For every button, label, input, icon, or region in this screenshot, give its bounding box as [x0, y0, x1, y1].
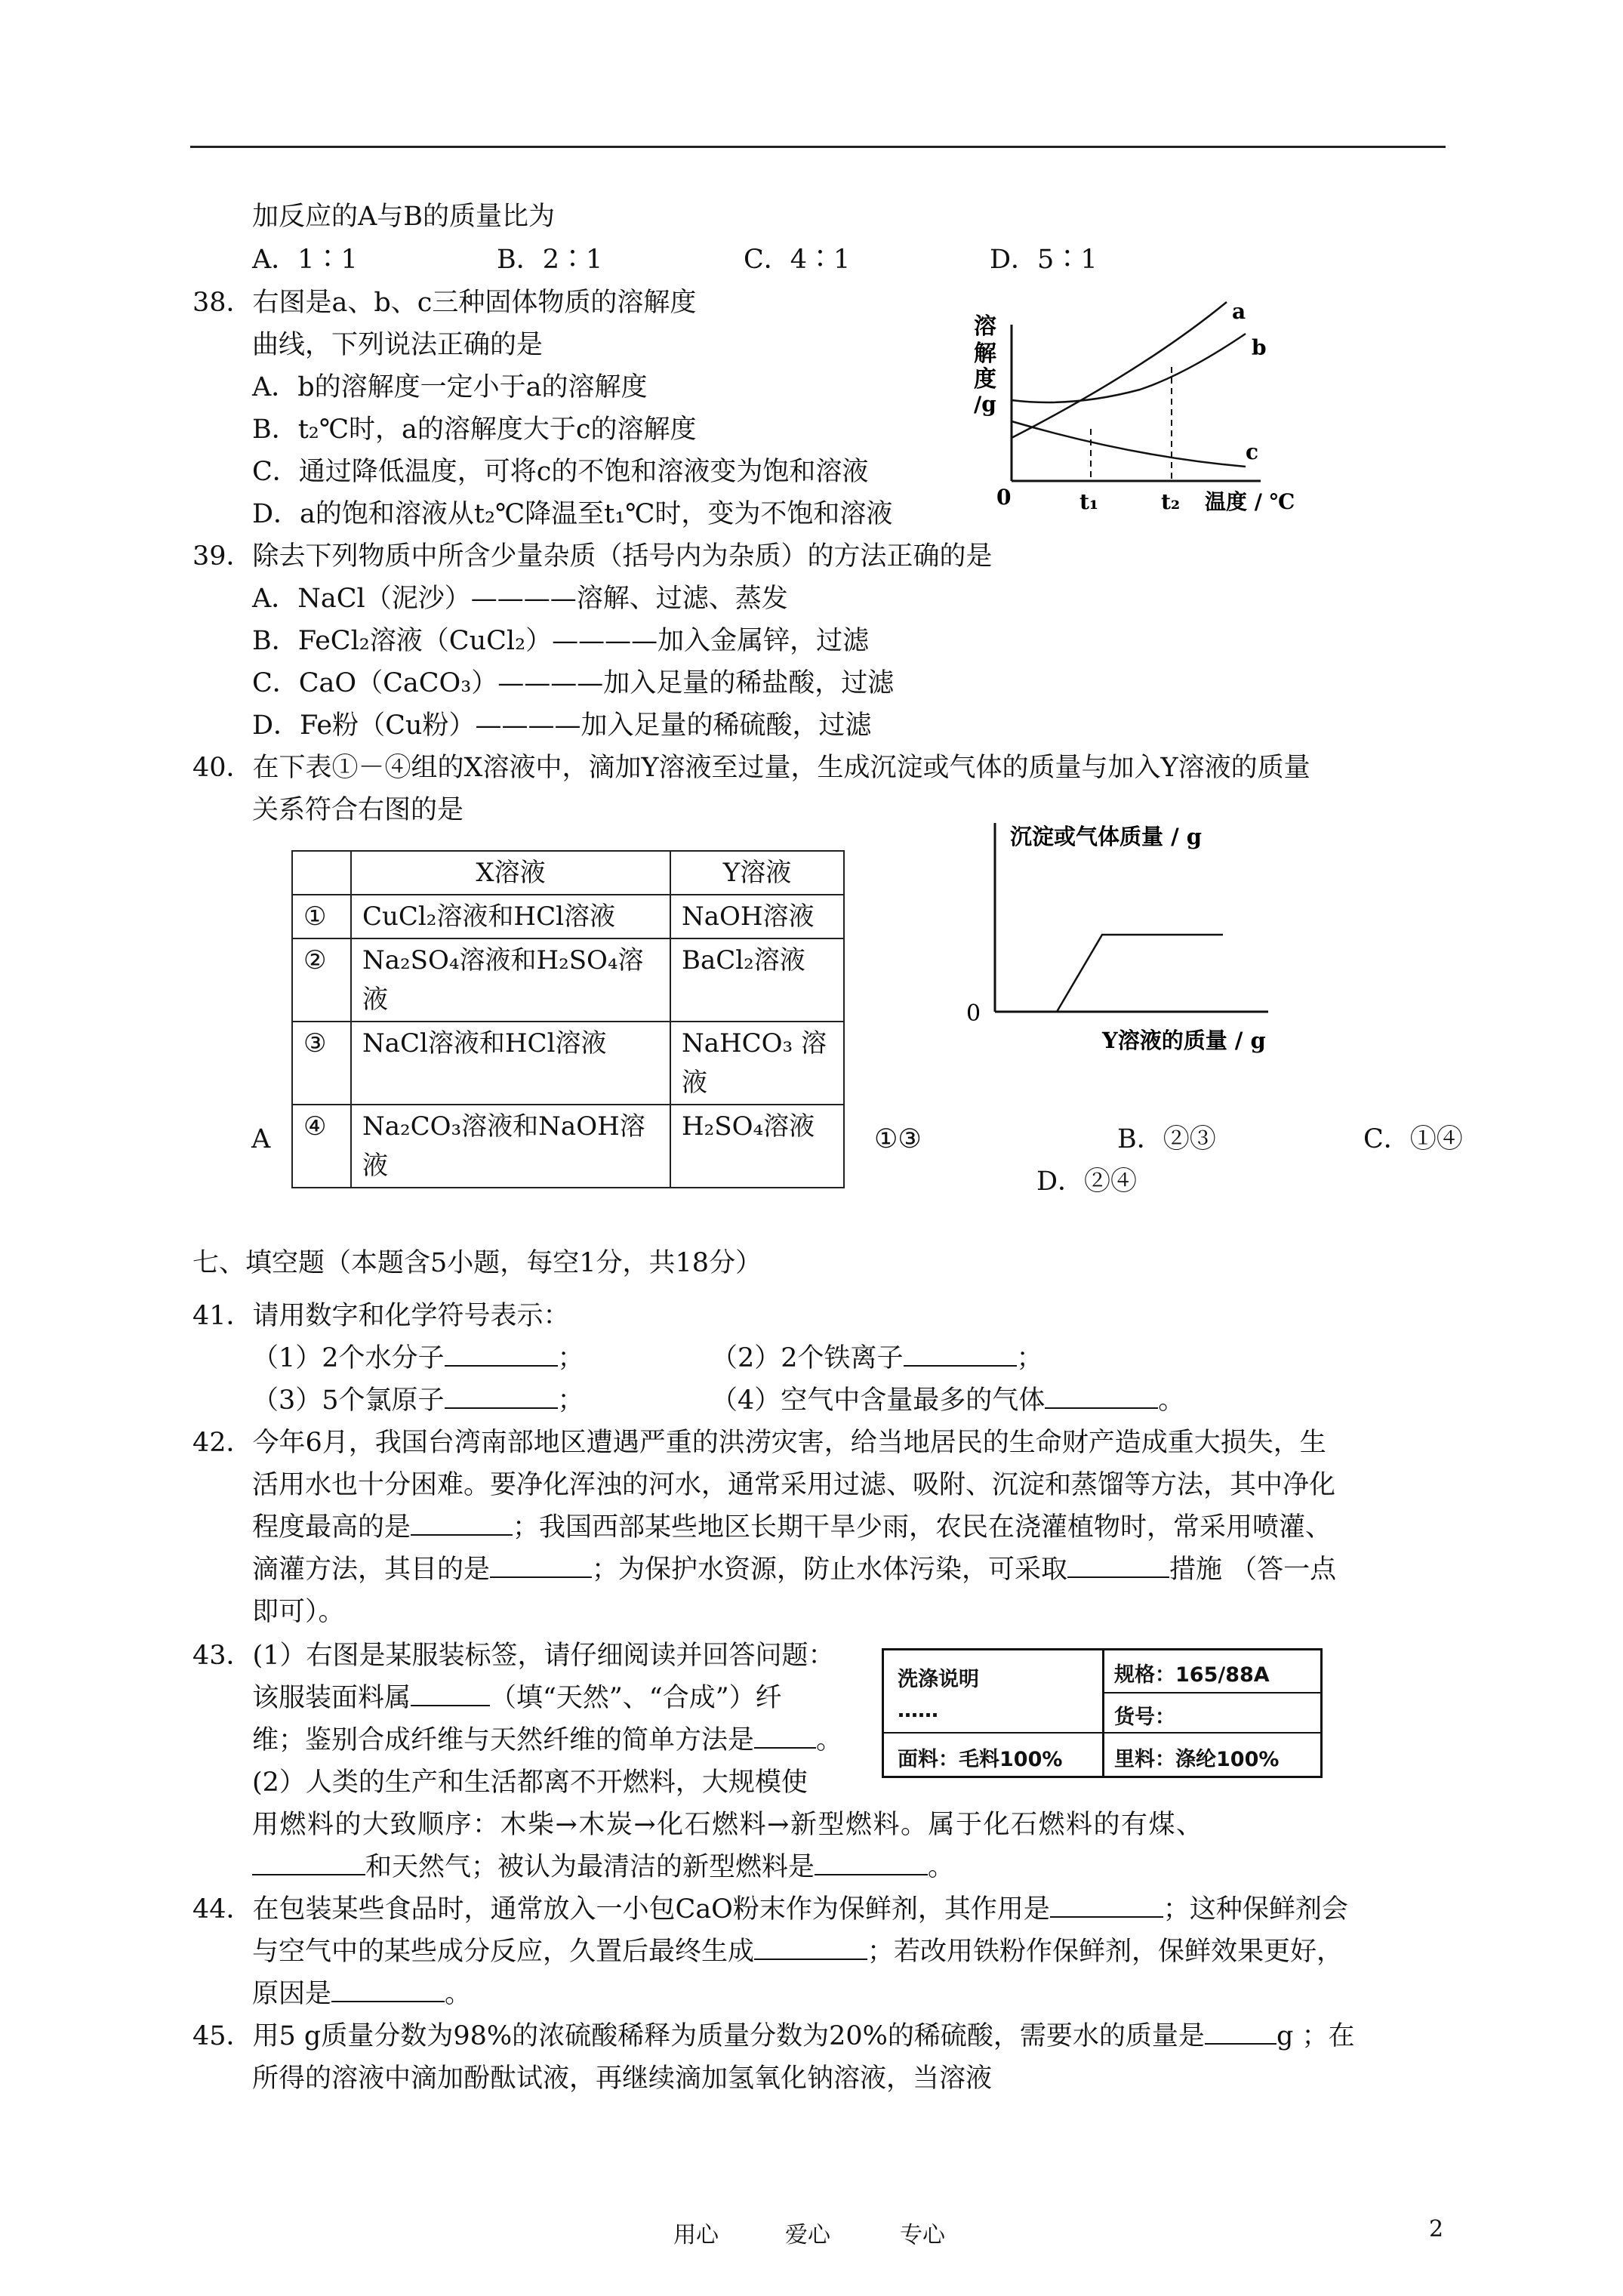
- punct: ；: [557, 1385, 584, 1416]
- curve-c-label: c: [1246, 439, 1259, 464]
- q43-line6-b: 。: [928, 1852, 955, 1882]
- table-row: [292, 895, 844, 938]
- q37-option-a: A．1∶1: [252, 245, 358, 275]
- x-solution-text: Na₂SO₄溶液和H₂SO₄溶液: [362, 945, 644, 1015]
- q44-line3-a: 原因是: [252, 1979, 332, 2009]
- answer-blank[interactable]: [252, 1851, 365, 1875]
- answer-blank[interactable]: [815, 1851, 928, 1875]
- row-number: ③: [292, 1022, 351, 1105]
- solubility-ylabel-char-2: 解: [974, 341, 996, 367]
- label-divider-h: [884, 1732, 1320, 1734]
- label-divider-h: [1102, 1692, 1320, 1693]
- q39-option-b: B．FeCl₂溶液（CuCl₂）————加入金属锌，过滤: [252, 626, 870, 656]
- q43-line2: [252, 1681, 782, 1715]
- q42-line3: [252, 1510, 1332, 1545]
- precipitate-graph: [944, 808, 1321, 1057]
- q40-table: [291, 850, 845, 1188]
- label-item-no: 货号：: [1114, 1706, 1175, 1729]
- row-number: ①: [292, 895, 351, 938]
- q38-option-c: C．通过降低温度，可将c的不饱和溶液变为饱和溶液: [252, 457, 869, 487]
- x-solution: CuCl₂溶液和HCl溶液: [351, 895, 670, 938]
- q38-option-d: D．a的饱和溶液从t₂℃降温至t₁℃时，变为不饱和溶液: [252, 499, 893, 529]
- answer-blank[interactable]: [1050, 1894, 1163, 1918]
- q43-line3-a: 维；鉴别合成纤维与天然纤维的简单方法是: [252, 1725, 755, 1755]
- q45-line1-a: 45．用5 g质量分数为98%的浓硫酸稀释为质量分数为20%的稀硫酸，需要水的质量是: [192, 2021, 1205, 2051]
- precipitate-curve: [1057, 935, 1223, 1012]
- q44-line1-b: ；这种保鲜剂会: [1163, 1894, 1348, 1925]
- answer-blank[interactable]: [490, 1554, 592, 1578]
- q43-line2-b: （填“天然”、“合成”）纤: [490, 1683, 782, 1713]
- q45-line2: 所得的溶液中滴加酚酞试液，再继续滴加氢氧化钠溶液，当溶液: [252, 2063, 993, 2094]
- clothing-label: [882, 1648, 1323, 1778]
- q39-stem: 39．除去下列物质中所含少量杂质（括号内为杂质）的方法正确的是: [192, 541, 993, 572]
- q38-stem-line2: 曲线，下列说法正确的是: [252, 330, 544, 360]
- q43-line3-b: 。: [816, 1725, 843, 1755]
- q43-line2-a: 该服装面料属: [252, 1683, 411, 1713]
- q41-part1-text: （1）2个水分子: [252, 1343, 445, 1373]
- punct: ；: [1016, 1343, 1043, 1373]
- y-solution: BaCl₂溶液: [670, 938, 844, 1022]
- answer-blank[interactable]: [754, 1936, 867, 1960]
- x-solution: [351, 1105, 670, 1188]
- curve-c: [1012, 421, 1246, 467]
- q44-line2: [252, 1934, 1343, 1969]
- q40-stem-line1: 40．在下表①－④组的X溶液中，滴加Y溶液至过量，生成沉淀或气体的质量与加入Y溶液的质量: [192, 753, 1310, 783]
- label-lining: 里料：涤纶100%: [1114, 1748, 1280, 1771]
- q41-part1: [252, 1341, 584, 1376]
- answer-blank[interactable]: [904, 1342, 1017, 1367]
- solubility-origin: 0: [996, 485, 1012, 510]
- q43-line4: (2）人类的生产和生活都离不开燃料，大规模使: [252, 1767, 808, 1798]
- q45-line1-b: g ；在: [1276, 2021, 1355, 2051]
- label-wash: 洗涤说明: [898, 1668, 979, 1691]
- q37-continuation: 加反应的A与B的质量比为: [252, 202, 555, 232]
- answer-blank[interactable]: [411, 1682, 490, 1706]
- q42-line4: [252, 1552, 1336, 1587]
- q39-option-d: D．Fe粉（Cu粉）————加入足量的稀硫酸，过滤: [252, 710, 872, 741]
- q40-option-a-value: ①③: [874, 1124, 922, 1154]
- table-header-cell: [292, 851, 351, 895]
- answer-blank[interactable]: [1067, 1554, 1169, 1578]
- q43-line3: [252, 1723, 842, 1758]
- answer-blank[interactable]: [331, 1978, 445, 2002]
- q42-line5: 即可）。: [252, 1597, 345, 1627]
- q43-line6: [252, 1850, 954, 1885]
- q40-option-b: B．②③: [1117, 1124, 1216, 1154]
- precipitate-ylabel: 沉淀或气体质量 / g: [1010, 824, 1203, 849]
- q38-stem-line1: 38．右图是a、b、c三种固体物质的溶解度: [192, 288, 697, 318]
- q44-line3-b: 。: [445, 1979, 472, 2009]
- precipitate-origin: 0: [966, 1000, 981, 1027]
- q41-part3: [252, 1383, 584, 1418]
- q42-line3-b: ；我国西部某些地区长期干旱少雨，农民在浇灌植物时，常采用喷灌、: [513, 1512, 1332, 1542]
- y-solution-text: NaHCO₃ 溶液: [682, 1028, 827, 1098]
- table-header-cell: X溶液: [351, 851, 670, 895]
- y-solution: NaOH溶液: [670, 895, 844, 938]
- solubility-xlabel: 温度 / ℃: [1205, 489, 1295, 514]
- footer-slogan-3: 专心: [900, 2222, 945, 2248]
- q42-line4-a: 滴灌方法，其目的是: [252, 1555, 491, 1585]
- label-dots: ……: [898, 1699, 938, 1722]
- t2-label: t₂: [1161, 489, 1181, 514]
- solubility-curve-figure: [966, 294, 1313, 529]
- q42-line1: 42．今年6月，我国台湾南部地区遭遇严重的洪涝灾害，给当地居民的生命财产造成重大损失，生: [192, 1428, 1326, 1458]
- q41-stem: 41．请用数字和化学符号表示：: [192, 1301, 570, 1331]
- q41-part3-text: （3）5个氯原子: [252, 1385, 445, 1416]
- q44-line2-b: ；若改用铁粉作保鲜剂，保鲜效果更好，: [867, 1937, 1344, 1967]
- table-header-cell: Y溶液: [670, 851, 844, 895]
- answer-blank[interactable]: [445, 1385, 558, 1409]
- table-row: [292, 1105, 844, 1188]
- x-solution: NaCl溶液和HCl溶液: [351, 1022, 670, 1105]
- curve-a: [1012, 302, 1227, 438]
- q40-option-d: D．②④: [1036, 1166, 1138, 1197]
- y-solution: H₂SO₄溶液: [670, 1105, 844, 1188]
- section-7-heading: 七、填空题（本题含5小题，每空1分，共18分）: [192, 1248, 762, 1278]
- x-solution-text: Na₂CO₃溶液和NaOH溶液: [362, 1111, 645, 1181]
- table-row: [292, 1022, 844, 1105]
- precipitate-xlabel: Y溶液的质量 / g: [1102, 1028, 1266, 1053]
- q41-part4-text: （4）空气中含量最多的气体: [711, 1385, 1046, 1416]
- q44-line3: [252, 1977, 471, 2011]
- solubility-ylabel-char-1: 溶: [974, 313, 996, 340]
- q40-stem-line2: 关系符合右图的是: [252, 795, 464, 825]
- footer-slogan-2: 爱心: [785, 2222, 830, 2248]
- solubility-ylabel-char-3: 度: [974, 366, 996, 393]
- y-solution: [670, 1022, 844, 1105]
- q44-line2-a: 与空气中的某些成分反应，久置后最终生成: [252, 1937, 755, 1967]
- row-number: ②: [292, 938, 351, 1022]
- q40-option-a-letter: A: [251, 1124, 271, 1154]
- answer-blank[interactable]: [1045, 1385, 1158, 1409]
- q37-option-c: C．4∶1: [744, 245, 851, 275]
- q38-option-a: A．b的溶解度一定小于a的溶解度: [252, 372, 648, 402]
- q41-part4: [711, 1383, 1184, 1418]
- q38-option-b: B．t₂℃时，a的溶解度大于c的溶解度: [252, 415, 697, 445]
- q40-option-c: C．①④: [1363, 1124, 1463, 1154]
- q39-option-c: C．CaO（CaCO₃）————加入足量的稀盐酸，过滤: [252, 668, 895, 698]
- q44-line1-a: 44．在包装某些食品时，通常放入一小包CaO粉末作为保鲜剂，其作用是: [192, 1894, 1050, 1925]
- label-fabric: 面料：毛料100%: [898, 1748, 1063, 1771]
- punct: 。: [1158, 1385, 1185, 1416]
- x-solution: [351, 938, 670, 1022]
- label-spec: 规格：165/88A: [1114, 1663, 1270, 1687]
- q37-option-d: D．5∶1: [990, 245, 1098, 275]
- answer-blank[interactable]: [1205, 2020, 1277, 2045]
- curve-b-label: b: [1252, 335, 1267, 360]
- punct: ；: [557, 1343, 584, 1373]
- q39-option-a: A．NaCl（泥沙）————溶解、过滤、蒸发: [252, 584, 788, 614]
- row-number: ④: [292, 1105, 351, 1188]
- solubility-ylabel-char-4: /g: [974, 392, 996, 417]
- answer-blank[interactable]: [754, 1724, 816, 1749]
- q43-line1: 43．(1）右图是某服装标签，请仔细阅读并回答问题：: [192, 1641, 835, 1671]
- q37-option-b: B．2∶1: [497, 245, 603, 275]
- table-row: [292, 938, 844, 1022]
- q45-line1: [192, 2019, 1354, 2054]
- label-divider-v: [1102, 1650, 1104, 1776]
- q41-part2-text: （2）2个铁离子: [711, 1343, 904, 1373]
- header-rule: [190, 146, 1446, 148]
- q43-line6-a: 和天然气；被认为最清洁的新型燃料是: [365, 1852, 815, 1882]
- answer-blank[interactable]: [411, 1512, 513, 1536]
- table-header-row: [292, 851, 844, 895]
- answer-blank[interactable]: [445, 1342, 558, 1367]
- q43-line5: 用燃料的大致顺序：木柴→木炭→化石燃料→新型燃料。属于化石燃料的有煤、: [252, 1810, 1204, 1840]
- page-number: 2: [1429, 2216, 1444, 2242]
- curve-b: [1012, 334, 1246, 402]
- q41-part2: [711, 1341, 1043, 1376]
- q44-line1: [192, 1892, 1348, 1927]
- q42-line4-c: 措施 （答一点: [1169, 1555, 1337, 1585]
- footer-slogan-1: 用心: [673, 2222, 719, 2248]
- t1-label: t₁: [1079, 489, 1099, 514]
- q42-line3-a: 程度最高的是: [252, 1512, 411, 1542]
- curve-a-label: a: [1232, 299, 1246, 324]
- q42-line4-b: ；为保护水资源，防止水体污染，可采取: [592, 1555, 1068, 1585]
- q42-line2: 活用水也十分困难。要净化浑浊的河水，通常采用过滤、吸附、沉淀和蒸馏等方法，其中净化: [252, 1470, 1336, 1500]
